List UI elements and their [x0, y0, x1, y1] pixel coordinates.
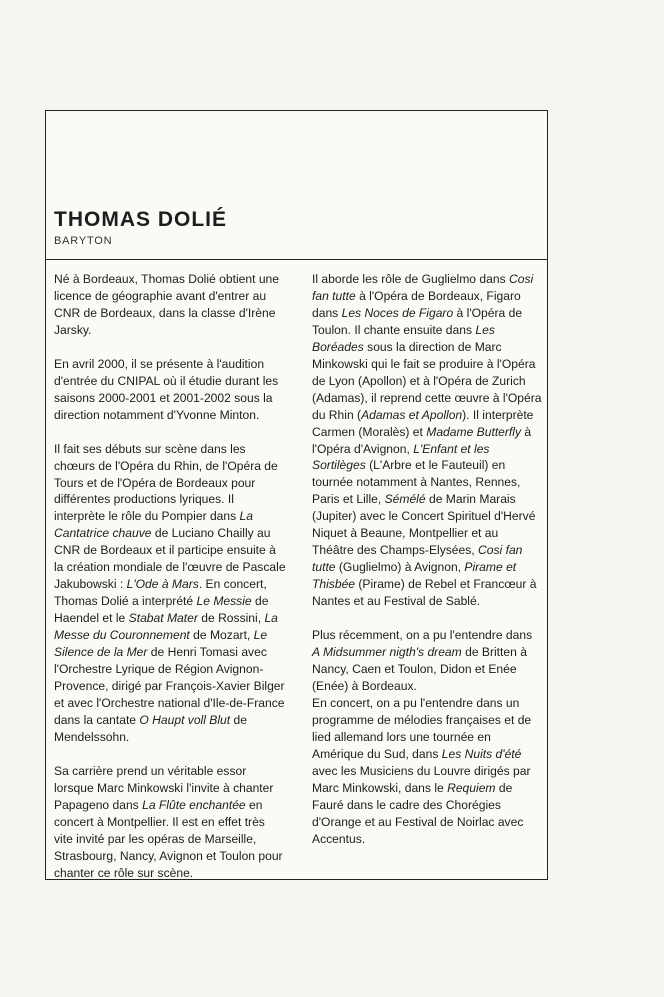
paragraph-recent: Plus récemment, on a pu l'entendre dans A Midsummer nigth's dream de Britten à Nancy, Caen et Toulon, Didon et Enée (Enée) à Bordeaux.	[312, 628, 533, 693]
paragraph-origins: Né à Bordeaux, Thomas Dolié obtient une licence de géographie avant d'entrer au CNR de Bordeaux, dans la classe d'Irène Jarsky.	[54, 272, 279, 337]
paragraph-concerts: En concert, on a pu l'entendre dans un programme de mélodies françaises et de lied allemand lors une tournée en Amérique du Sud, dans Les Nuits d'été avec les Musiciens du Louvre dirigés par Marc Minkowski, dans le Requiem de Fauré dans le cadre des Chorégies d'Orange et au Festival de Noirlac avec Accentus.	[312, 695, 532, 846]
artist-name: THOMAS DOLIÉ	[54, 208, 227, 231]
paragraph-debuts: Il fait ses débuts sur scène dans les chœurs de l'Opéra du Rhin, de l'Opéra de Tours et de l'Opéra de Bordeaux pour différentes productions lyriques. Il interprète le rôle du Pompier dans La Cantatrice chauve de Luciano Chailly au CNR de Bordeaux et il participe ensuite à la création mondiale de l'œuvre de Pascale Jakubowski : L'Ode à Mars. En concert, Thomas Dolié a interprété Le Messie de Haendel et le Stabat Mater de Rossini, La Messe du Couronnement de Mozart, Le Silence de la Mer de Henri Tomasi avec l'Orchestre Lyrique de Région Avignon-Provence, dirigé par François-Xavier Bilger et avec l'Orchestre national d'Ile-de-France dans la cantate O Haupt voll Blut de Mendelssohn.	[54, 441, 286, 744]
voice-type: BARYTON	[54, 235, 113, 247]
right-column	[312, 271, 543, 847]
biography-box	[45, 110, 548, 880]
paragraph-cnipal: En avril 2000, il se présente à l'audition d'entrée du CNIPAL où il étudie durant les saisons 2000-2001 et 2001-2002 sous la direction notamment d'Yvonne Minton.	[54, 356, 279, 422]
paragraph-career: Sa carrière prend un véritable essor lorsque Marc Minkowski l'invite à chanter Papageno dans La Flûte enchantée en concert à Montpellier. Il est en effet très vite invité par les opéras de Marseille, Strasbourg, Nancy, Avignon et Toulon pour chanter ce rôle sur scène.	[54, 763, 283, 880]
paragraph-roles: Il aborde les rôle de Guglielmo dans Cosi fan tutte à l'Opéra de Bordeaux, Figaro dans Les Noces de Figaro à l'Opéra de Toulon. Il chante ensuite dans Les Boréades sous la direction de Marc Minkowski qui le fait se produire à l'Opéra de Lyon (Apollon) et à l'Opéra de Zurich (Adamas), il reprend cette œuvre à l'Opéra du Rhin (Adamas et Apollon). Il interprète Carmen (Moralès) et Madame Butterfly à l'Opéra d'Avignon, L'Enfant et les Sortilèges (L'Arbre et le Fauteuil) en tournée notamment à Nantes, Rennes, Paris et Lille, Sémélé de Marin Marais (Jupiter) avec le Concert Spirituel d'Hervé Niquet à Beaune, Montpellier et au Théâtre des Champs-Elysées, Cosi fan tutte (Guglielmo) à Avignon, Pirame et Thisbée (Pirame) de Rebel et Francœur à Nantes et au Festival de Sablé.	[312, 272, 542, 609]
biography-header	[46, 111, 547, 260]
left-column	[54, 271, 286, 881]
